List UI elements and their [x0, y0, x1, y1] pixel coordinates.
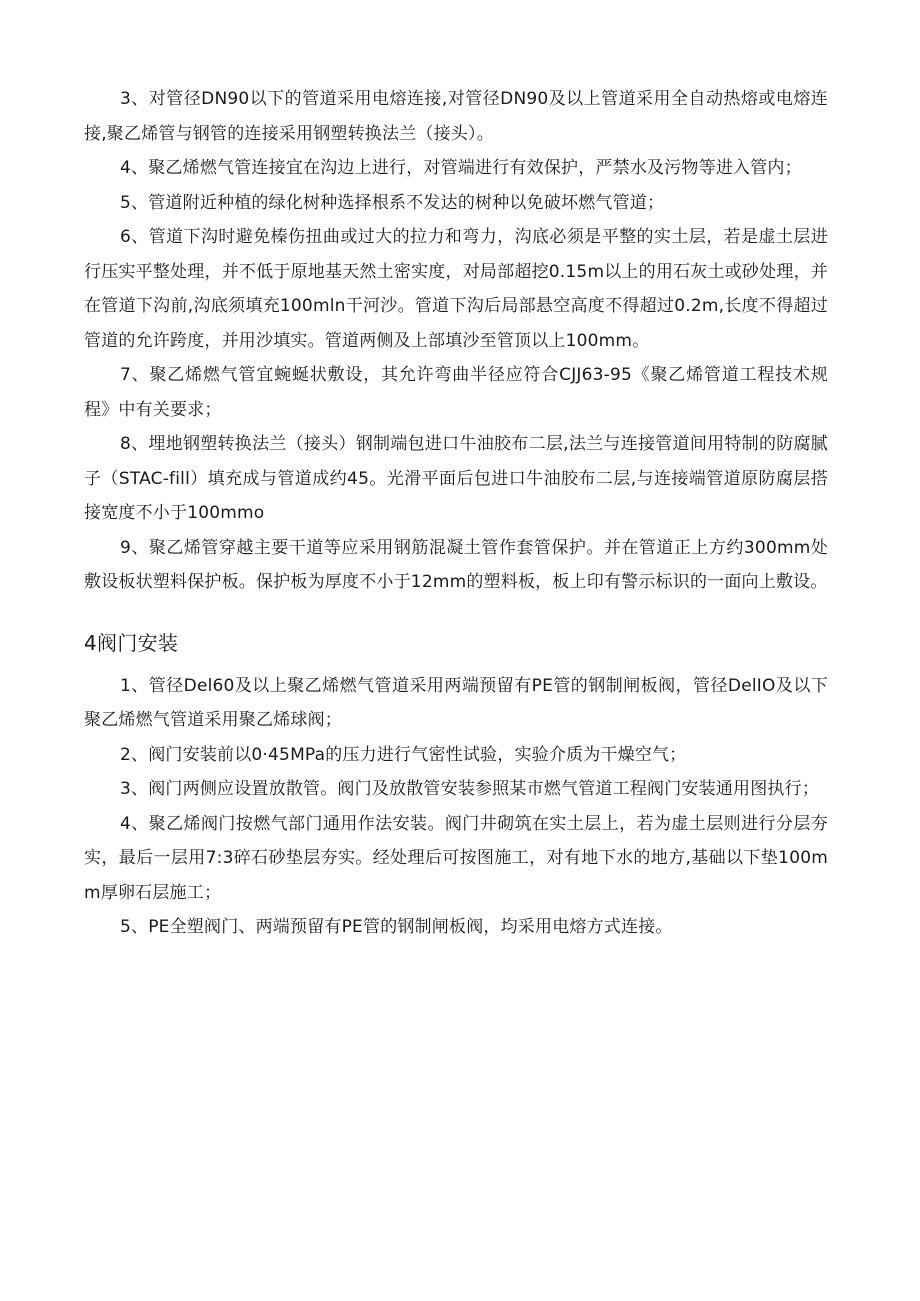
- valve-item-2: 2、阀门安装前以0·45MPa的压力进行气密性试验，实验介质为干燥空气；: [120, 744, 687, 765]
- section-heading-valve-installation: 4阀门安装: [84, 630, 179, 655]
- paragraph-item-3: 3、对管径DN90以下的管道采用电熔连接,对管径DN90及以上管道采用全自动热熔或电熔连接,聚乙烯管与钢管的连接采用钢塑转换法兰（接头）。: [84, 89, 828, 144]
- valve-item-3: 3、阀门两侧应设置放散管。阀门及放散管安装参照某市燃气管道工程阀门安装通用图执行；: [120, 779, 820, 799]
- valve-item-1: 1、管径Del60及以上聚乙烯燃气管道采用两端预留有PE管的钢制闸板阀，管径DelIO及以下聚乙烯燃气管道采用聚乙烯球阀；: [84, 675, 828, 730]
- paragraph-item-8: 8、埋地钢塑转换法兰（接头）钢制端包进口牛油胶布二层,法兰与连接管道间用特制的防腐腻子（STAC-fill）填充成与管道成约45。光滑平面后包进口牛油胶布二层,与连接端管道原防腐层搭接宽度不小于100mmo: [84, 434, 828, 523]
- paragraph-item-9: 9、聚乙烯管穿越主要干道等应采用钢筋混凝土管作套管保护。并在管道正上方约300mm处敷设板状塑料保护板。保护板为厚度不小于12mm的塑料板，板上印有警示标识的一面向上敷设。: [84, 537, 828, 592]
- paragraph-item-4: 4、聚乙烯燃气管连接宜在沟边上进行，对管端进行有效保护，严禁水及污物等进入管内；: [120, 158, 802, 178]
- valve-item-5: 5、PE全塑阀门、两端预留有PE管的钢制闸板阀，均采用电熔方式连接。: [120, 917, 673, 937]
- paragraph-item-7: 7、聚乙烯燃气管宜蜿蜒状敷设，其允许弯曲半径应符合CJJ63-95《聚乙烯管道工程技术规程》中有关要求；: [84, 365, 828, 420]
- valve-item-4: 4、聚乙烯阀门按燃气部门通用作法安装。阀门井砌筑在实土层上，若为虚土层则进行分层夯实，最后一层用7:3碎石砂垫层夯实。经处理后可按图施工，对有地下水的地方,基础以下垫100mm厚卵石层施工；: [84, 813, 828, 903]
- paragraph-item-5: 5、管道附近种植的绿化树种选择根系不发达的树种以免破坏燃气管道；: [120, 192, 665, 213]
- paragraph-item-6: 6、管道下沟时避免榛伤扭曲或过大的拉力和弯力，沟底必须是平整的实土层，若是虚土层进行压实平整处理，并不低于原地基天然土密实度，对局部超挖0.15m以上的用石灰土或砂处理，并在管道下沟前,沟底须填充100mln干河沙。管道下沟后局部悬空高度不得超过0.2m,长度不得超过管道的允许跨度，并用沙填实。管道两侧及上部填沙至管顶以上100mm。: [84, 227, 828, 351]
